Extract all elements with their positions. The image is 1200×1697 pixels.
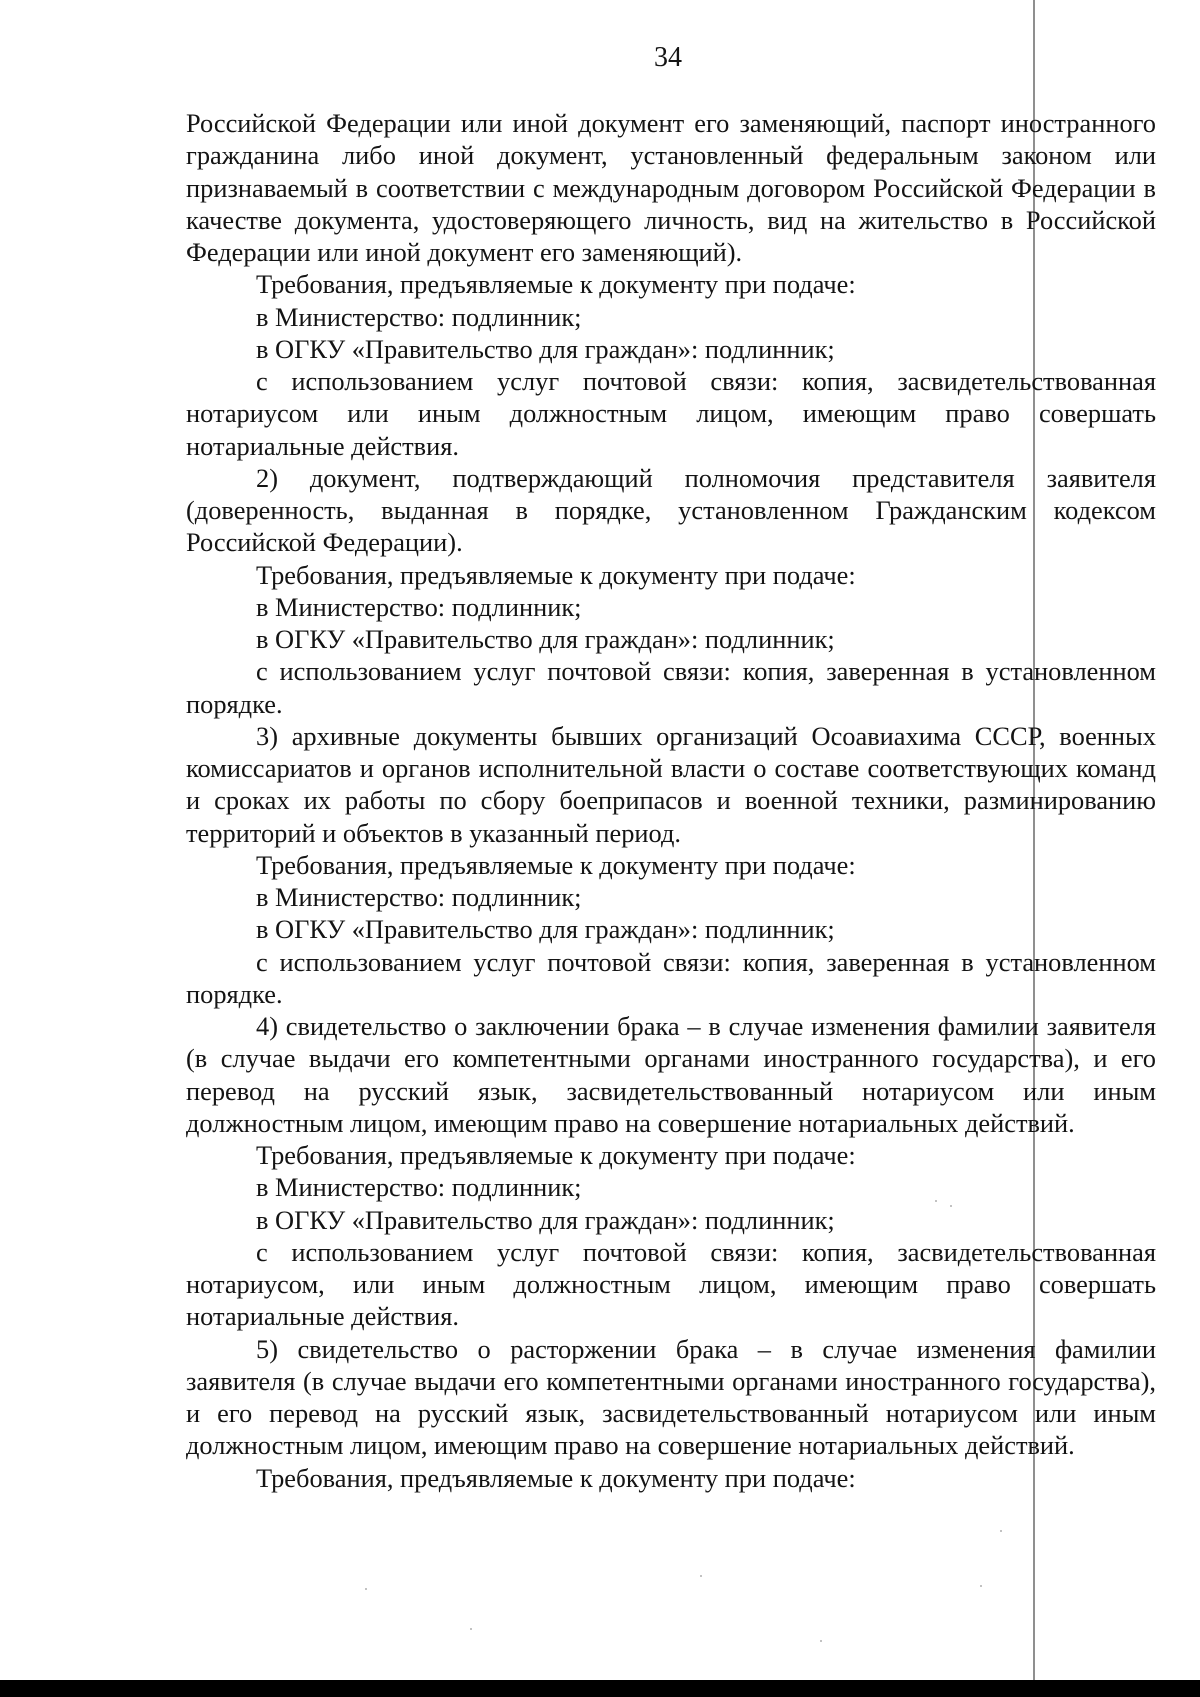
paragraph: 4) свидетельство о заключении брака – в случае изменения фамилии заявителя (в случае выдачи его компетентными органами иностранного государства), и его перевод на русский язык, засвидетельствованный нотариусом или иным должностным лицом, имеющим право на совершение нотариальных действий. [186,1011,1156,1138]
paragraph: 2) документ, подтверждающий полномочия представителя заявителя (доверенность, выданная в порядке, установленном Гражданским кодексом Российской Федерации). [186,462,1156,558]
scan-speck [935,1200,937,1202]
paragraph: в ОГКУ «Правительство для граждан»: подлинник; [256,333,835,364]
scan-speck [820,1640,822,1642]
paragraph: Российской Федерации или иной документ его заменяющий, паспорт иностранного гражданина либо иной документ, установленный федеральным законом или признаваемый в соответствии с международным договором Российской Федерации в качестве документа, удостоверяющего личность, вид на жительство в Российской Федерации или иной документ его заменяющий). [186,108,1156,267]
paragraph: 5) свидетельство о расторжении брака – в случае изменения фамилии заявителя (в случае выдачи его компетентными органами иностранного государства), и его перевод на русский язык, засвидетельствованный нотариусом или иным должностным лицом, имеющим право на совершение нотариальных действий. [186,1333,1156,1461]
page-number: 34 [654,42,682,73]
scan-speck [700,1575,702,1577]
paragraph: в Министерство: подлинник; [256,1172,582,1203]
scan-speck [980,1585,982,1587]
paragraph: в ОГКУ «Правительство для граждан»: подлинник; [256,914,835,945]
paragraph: с использованием услуг почтовой связи: копия, заверенная в установленном порядке. [186,656,1156,719]
paragraph: с использованием услуг почтовой связи: копия, заверенная в установленном порядке. [186,946,1156,1009]
paragraph: в ОГКУ «Правительство для граждан»: подлинник; [256,1204,835,1235]
paragraph: Требования, предъявляемые к документу при подаче: [256,559,856,590]
paragraph: в Министерство: подлинник; [256,882,582,912]
paragraph: в ОГКУ «Правительство для граждан»: подлинник; [256,624,835,654]
paragraph: с использованием услуг почтовой связи: копия, засвидетельствованная нотариусом или иным должностным лицом, имеющим право совершать нотариальные действия. [186,366,1156,461]
paragraph: с использованием услуг почтовой связи: копия, засвидетельствованная нотариусом, или иным должностным лицом, имеющим право совершать нотариальные действия. [186,1236,1156,1332]
paragraph: 3) архивные документы бывших организаций Осоавиахима СССР, военных комиссариатов и органов исполнительной власти о составе соответствующих команд и сроках их работы по сбору боеприпасов и военной техники, разминированию территорий и объектов в указанный период. [186,720,1156,848]
scan-speck [365,1588,367,1590]
paragraph: в Министерство: подлинник; [256,591,582,622]
paragraph: Требования, предъявляемые к документу при подаче: [256,1462,856,1493]
paragraph: Требования, предъявляемые к документу при подаче: [256,269,856,300]
document-body [186,107,1156,1494]
scan-bottom-edge [0,1680,1200,1697]
paragraph: в Министерство: подлинник; [256,301,582,332]
paragraph: Требования, предъявляемые к документу при подаче: [256,1140,856,1170]
paragraph: Требования, предъявляемые к документу при подаче: [256,849,856,880]
scan-speck [950,1205,952,1207]
scan-speck [470,1628,472,1630]
scan-speck [1000,1530,1002,1532]
